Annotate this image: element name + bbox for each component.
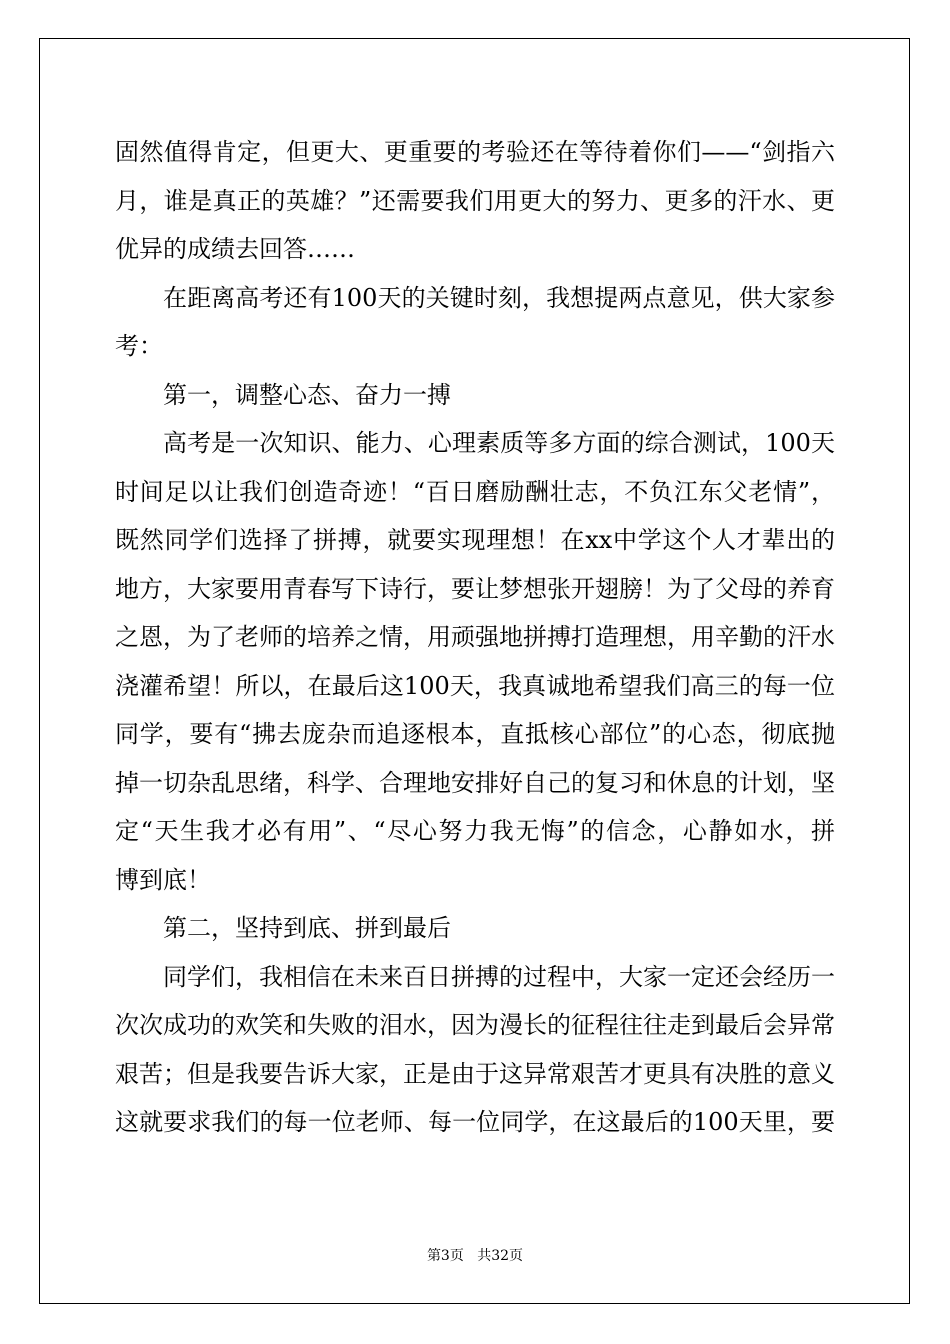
page-total: 共32页: [477, 1248, 524, 1264]
text-line: 同学们，我相信在未来百日拼搏的过程中，大家一定还会经历一: [163, 962, 835, 991]
text-line: 优异的成绩去回答……: [115, 235, 355, 263]
text-line: 定“天生我才必有用”、“尽心努力我无悔”的信念，心静如水，拼: [115, 817, 835, 845]
text-line: 浇灌希望！所以，在最后这100天，我真诚地希望我们高三的每一位: [115, 671, 835, 700]
text-line: 第一，调整心态、奋力一搏: [163, 380, 451, 409]
text-line: 艰苦；但是我要告诉大家，正是由于这异常艰苦才更具有决胜的意义: [115, 1059, 835, 1088]
page-footer: [0, 1245, 950, 1265]
text-line: 月，谁是真正的英雄？”还需要我们用更大的努力、更多的汗水、更: [115, 186, 835, 215]
text-line: 同学，要有“拂去庞杂而追逐根本，直抵核心部位”的心态，彻底抛: [115, 720, 835, 748]
text-line: 高考是一次知识、能力、心理素质等多方面的综合测试，100天: [163, 429, 835, 457]
text-line: 固然值得肯定，但更大、更重要的考验还在等待着你们——“剑指六: [115, 138, 835, 166]
text-line: 在距离高考还有100天的关键时刻，我想提两点意见，供大家参: [163, 283, 835, 312]
text-line: 这就要求我们的每一位老师、每一位同学，在这最后的100天里，要: [115, 1108, 835, 1136]
text-line: 次次成功的欢笑和失败的泪水，因为漫长的征程往往走到最后会异常: [115, 1011, 835, 1039]
page-number: 第3页: [426, 1248, 464, 1264]
text-line: 考：: [115, 332, 163, 360]
text-line: 之恩，为了老师的培养之情，用顽强地拼搏打造理想，用辛勤的汗水: [115, 623, 835, 651]
text-line: 时间足以让我们创造奇迹！“百日磨励酬壮志，不负江东父老情”，: [115, 477, 835, 506]
document-body: [115, 128, 835, 1147]
text-line: 掉一切杂乱思绪，科学、合理地安排好自己的复习和休息的计划，坚: [115, 768, 835, 797]
text-line: 地方，大家要用青春写下诗行，要让梦想张开翅膀！为了父母的养育: [115, 574, 835, 603]
text-line: 博到底！: [115, 865, 211, 894]
text-line: 既然同学们选择了拼搏，就要实现理想！在xx中学这个人才辈出的: [115, 526, 835, 554]
text-line: 第二，坚持到底、拼到最后: [163, 914, 451, 942]
